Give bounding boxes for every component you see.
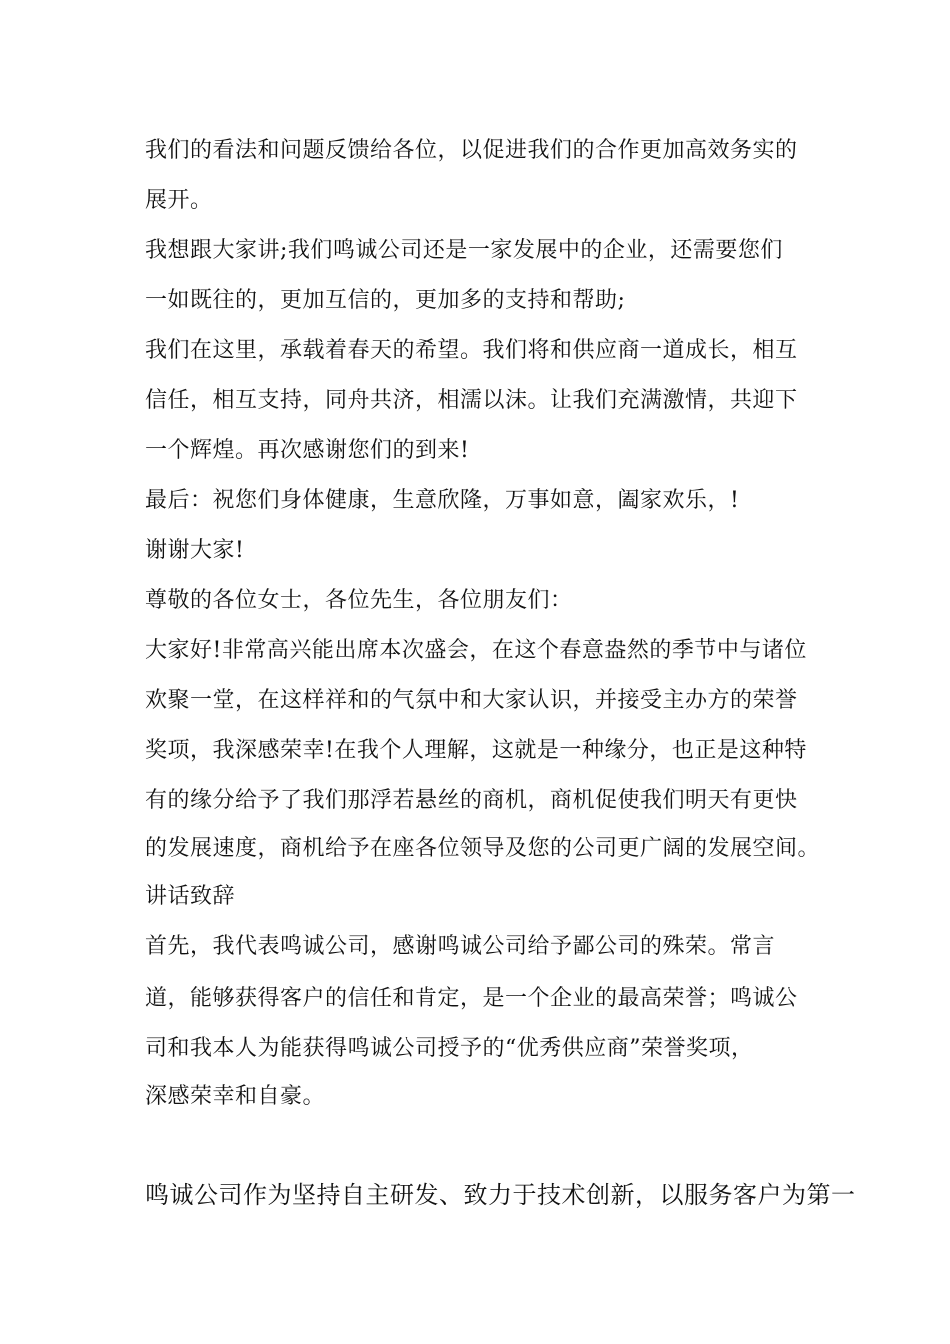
paragraph-line: 欢聚一堂，在这样祥和的气氛中和大家认识，并接受主办方的荣誉 [145, 688, 798, 713]
paragraph-line: 最后：祝您们身体健康，生意欣隆，万事如意，阖家欢乐，! [145, 488, 740, 513]
paragraph-line: 有的缘分给予了我们那浮若悬丝的商机，商机促使我们明天有更快 [145, 788, 798, 813]
paragraph-line: 奖项，我深感荣幸!在我个人理解，这就是一种缘分，也正是这种特 [145, 738, 807, 763]
paragraph-line: 谢谢大家! [145, 538, 245, 563]
paragraph-line: 我们的看法和问题反馈给各位，以促进我们的合作更加高效务实的 [145, 138, 798, 163]
paragraph-line: 尊敬的各位女士，各位先生，各位朋友们： [145, 588, 573, 613]
paragraph-line: 首先，我代表鸣诚公司，感谢鸣诚公司给予鄙公司的殊荣。常言 [145, 934, 776, 959]
paragraph-line: 深感荣幸和自豪。 [145, 1084, 326, 1109]
paragraph-line: 一如既往的，更加互信的，更加多的支持和帮助; [145, 288, 626, 313]
paragraph-line: 信任，相互支持，同舟共济，相濡以沫。让我们充满激情，共迎下 [145, 388, 798, 413]
paragraph-line: 鸣诚公司作为坚持自主研发、致力于技术创新，以服务客户为第一 [145, 1181, 856, 1209]
paragraph-line: 大家好!非常高兴能出席本次盛会，在这个春意盎然的季节中与诸位 [145, 638, 807, 663]
paragraph-line: 的发展速度，商机给予在座各位领导及您的公司更广阔的发展空间。 [145, 836, 821, 861]
paragraph-line: 道，能够获得客户的信任和肯定，是一个企业的最高荣誉；鸣诚公 [145, 986, 798, 1011]
paragraph-line: 展开。 [145, 188, 213, 213]
paragraph-line: 我们在这里，承载着春天的希望。我们将和供应商一道成长，相互 [145, 338, 798, 363]
paragraph-line: 我想跟大家讲;我们鸣诚公司还是一家发展中的企业，还需要您们 [145, 238, 783, 263]
section-heading: 讲话致辞 [145, 884, 236, 909]
paragraph-line: 司和我本人为能获得鸣诚公司授予的“优秀供应商”荣誉奖项， [145, 1036, 754, 1061]
paragraph-line: 一个辉煌。再次感谢您们的到来! [145, 438, 470, 463]
